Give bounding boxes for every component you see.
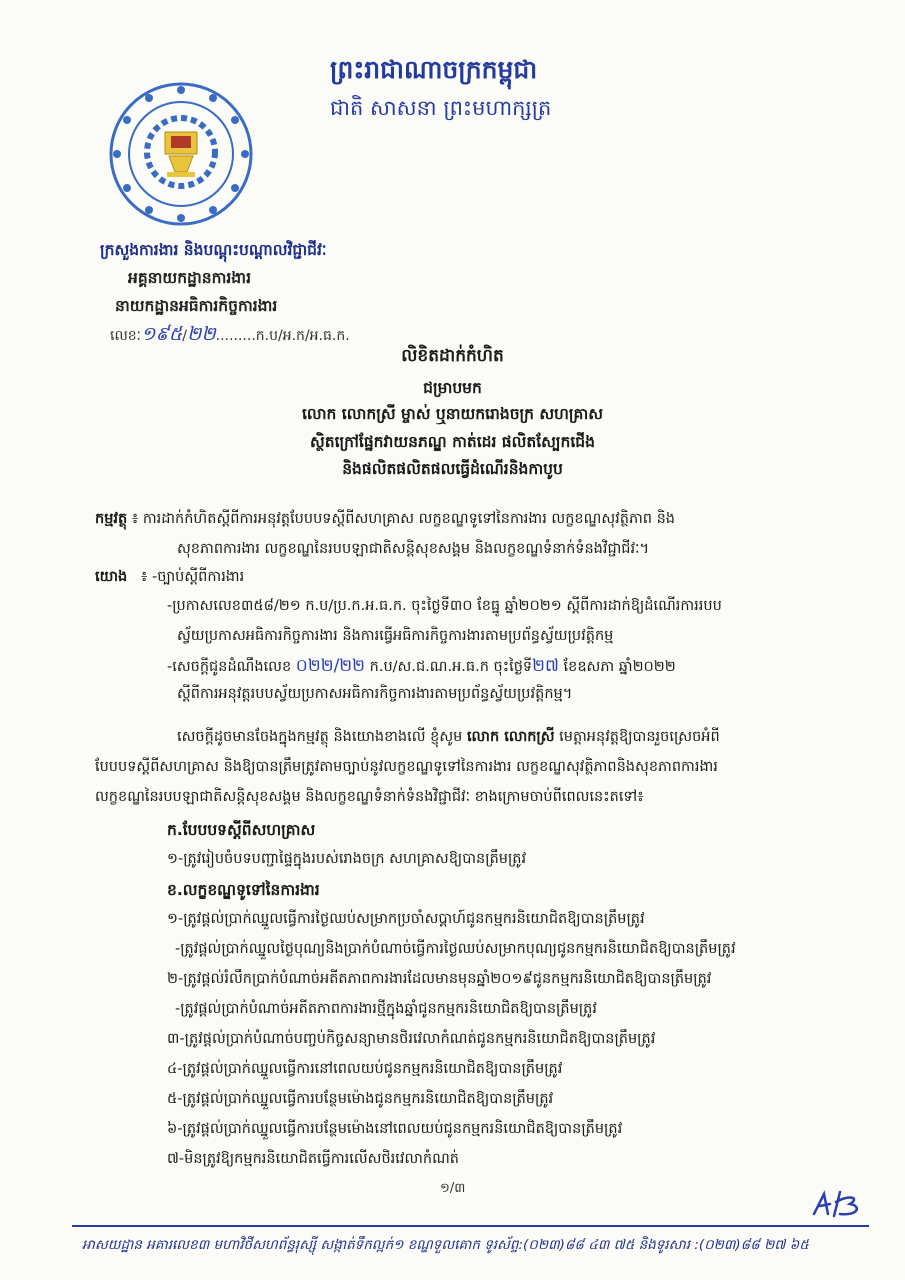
section-b-item: -ត្រូវផ្តល់ប្រាក់បំណាច់អតីតភាពការងារថ្មីក្នុងឆ្នាំជូនកម្មករនិយោជិតឱ្យបានត្រឹមត្រូវ: [175, 1001, 597, 1017]
section-b-item: ៤-ត្រូវផ្តល់ប្រាក់ឈ្នួលធ្វើការនៅពេលយប់ជូនកម្មករនិយោជិតឱ្យបានត្រឹមត្រូវ: [167, 1061, 563, 1077]
section-b-item: ៦-ត្រូវផ្តល់ប្រាក់ឈ្នួលធ្វើការបន្ថែមម៉ោងនៅពេលយប់ជូនកម្មករនិយោជិតឱ្យបានត្រឹមត្រូវ: [167, 1121, 623, 1137]
section-b-item: ២-ត្រូវផ្តល់រំលឹកប្រាក់បំណាច់អតីតភាពការងារដែលមានមុនឆ្នាំ២០១៩ជូនកម្មករនិយោជិតឱ្យបានត្រឹមត្រូវ: [167, 971, 712, 987]
national-motto: ជាតិ សាសនា ព្រះមហាក្សត្រ: [330, 96, 552, 120]
section-b-item: ៥-ត្រូវផ្តល់ប្រាក់ឈ្នួលធ្វើការបន្ថែមម៉ោងជូនកម្មករនិយោជិតឱ្យបានត្រឹមត្រូវ: [167, 1091, 554, 1107]
section-a-heading: ក.បែបបទស្តីពីសហគ្រាស: [167, 821, 316, 839]
section-b-heading: ខ.លក្ខខណ្ឌទូទៅនៃការងារ: [167, 881, 320, 899]
body-text-a: សេចក្តីដូចមានចែងក្នុងកម្មវត្ថុ និងយោងខាងលើ ខ្ញុំសូម: [177, 729, 463, 745]
reference-line-1: យោង ៖ -ច្បាប់ស្តីពីការងារ: [95, 569, 245, 585]
footer-address: អាសយដ្ឋាន អគារលេខ៣ មហាវិថីសហព័ន្ធរុស្ស៊ី សង្កាត់ទឹកល្អក់១ ខណ្ឌទួលគោក ទូរស័ព្ទ:(០២៣)៨៨ ៤៣ ៧៥ និងទូរសារ :(០២៣)៨៨ ២៧ ៦៥: [82, 1237, 809, 1253]
section-a-item-1: ១-ត្រូវរៀបចំបទបញ្ជាផ្ទៃក្នុងរបស់រោងចក្រ សហគ្រាសឱ្យបានត្រឹមត្រូវ: [167, 851, 527, 867]
reference-label: យោង: [95, 569, 128, 585]
reference-item-3-line-2: ស្តីពីការអនុវត្តរបបស្វ័យប្រកាសអធិការកិច្ចការងារតាមប្រព័ន្ធស្វ័យប្រវត្តិកម្ម។: [177, 686, 573, 702]
subject-line-2: សុខភាពការងារ លក្ខខណ្ឌនៃរបបឡាជាតិសន្តិសុខសង្គម និងលក្ខខណ្ឌទំនាក់ទំនងវិជ្ជាជីវៈ។: [177, 541, 650, 557]
department-name: នាយកដ្ឋានអធិការកិច្ចការងារ: [115, 297, 278, 315]
ministry-name: ក្រសួងការងារ និងបណ្តុះបណ្តាលវិជ្ជាជីវៈ: [100, 241, 327, 259]
subject-line-1: កម្មវត្ថុ ៖ ការដាក់កំហិតស្តីពីការអនុវត្តបែបបទស្តីពីសហគ្រាស លក្ខខណ្ឌទូទៅនៃការងារ លក្ខខណ្ឌសុវត្ថិភាព និង: [95, 511, 675, 527]
ref3-mid: ក.ប/ស.ជ.ណ.អ.ធ.ក ចុះថ្ងៃទី: [369, 659, 533, 675]
ref3-prefix: -សេចក្តីជូនដំណឹងលេខ: [167, 659, 292, 675]
subject-text-1: ការដាក់កំហិតស្តីពីការអនុវត្តបែបបទស្តីពីសហគ្រាស លក្ខខណ្ឌទូទៅនៃការងារ លក្ខខណ្ឌសុវត្ថិភាព និង: [142, 511, 675, 527]
section-b-item: -ត្រូវផ្តល់ប្រាក់ឈ្នួលថ្ងៃបុណ្យនិងប្រាក់បំណាច់ធ្វើការថ្ងៃឈប់សម្រាកបុណ្យជូនកម្មករនិយោជិតឱ្យបានត្រឹមត្រូវ: [175, 941, 736, 957]
reference-item-3-line-1: [167, 655, 676, 680]
subject-label: កម្មវត្ថុ: [95, 511, 128, 527]
ref3-number-handwritten: ០២២/២២: [295, 656, 366, 676]
body-addressee-bold: លោក លោកស្រី: [466, 729, 555, 745]
page-number: ១/៣: [440, 1181, 466, 1196]
salutation: ជម្រាបមក: [423, 379, 482, 397]
body-paragraph-line-3: លក្ខខណ្ឌនៃរបបឡាជាតិសន្តិសុខសង្គម និងលក្ខខណ្ឌទំនាក់ទំនងវិជ្ជាជីវៈ ខាងក្រោមចាប់ពីពេលនេះតទៅ៖: [95, 789, 644, 805]
reference-number: លេខៈ១៩៥/២២.........ក.ប/អ.ក/អ.ធ.ក.: [110, 323, 350, 345]
general-department: អគ្គនាយកដ្ឋានការងារ: [128, 269, 251, 287]
reference-item-2-line-1: -ប្រកាសលេខ៣៥៨/២១ ក.ប/ប្រ.ក.អ.ធ.ក. ចុះថ្ងៃទី៣០ ខែធ្នូ ឆ្នាំ២០២១ ស្តីពីការដាក់ឱ្យដំណើរការរបប: [167, 598, 722, 614]
section-b-item: ១-ត្រូវផ្តល់ប្រាក់ឈ្នួលធ្វើការថ្ងៃឈប់សម្រាកប្រចាំសប្តាហ៍ជូនកម្មករនិយោជិតឱ្យបានត្រឹមត្រូវ: [167, 911, 645, 927]
body-paragraph-line-1: [177, 728, 720, 749]
kingdom-title: ព្រះរាជាណាចក្រកម្ពុជា: [330, 55, 538, 84]
section-b-item: ៣-ត្រូវផ្តល់ប្រាក់បំណាច់បញ្ចប់កិច្ចសន្យាមានថិរវេលាកំណត់ជូនកម្មករនិយោជិតឱ្យបានត្រឹមត្រូវ: [167, 1031, 656, 1047]
reference-item-2-line-2: ស្វ័យប្រកាសអធិការកិច្ចការងារ និងការធ្វើអធិការកិច្ចការងារតាមប្រព័ន្ធស្វ័យប្រវត្តិកម្ម: [177, 628, 614, 644]
body-paragraph-line-2: បែបបទស្តីពីសហគ្រាស និងឱ្យបានត្រឹមត្រូវតាមច្បាប់នូវលក្ខខណ្ឌទូទៅនៃការងារ លក្ខខណ្ឌសុវត្ថិភាពនិងសុខភាពការងារ: [95, 759, 718, 775]
addressee-line-2: ស្ថិតក្រៅផ្នែកវាយនភណ្ឌ កាត់ដេរ ផលិតស្បែកជើង: [310, 433, 595, 451]
initials-signature-icon: [810, 1188, 870, 1220]
body-text-b: មេត្តាអនុវត្តឱ្យបានរួចស្រេចអំពី: [559, 729, 720, 745]
ref-year-handwritten: ២២: [186, 323, 216, 345]
ref-number-handwritten: ១៩៥: [140, 323, 183, 345]
ref3-day-handwritten: ២៧: [532, 656, 559, 676]
document-type-title: លិខិតដាក់កំហិត: [401, 346, 504, 366]
addressee-line-1: លោក លោកស្រី ម្ចាស់ ឬនាយករោងចក្រ សហគ្រាស: [301, 405, 604, 423]
section-b-item: ៧-មិនត្រូវឱ្យកម្មករនិយោជិតធ្វើការលើសថិរវេលាកំណត់: [167, 1151, 459, 1167]
addressee-line-3: និងផលិតផលិតផលធ្វើដំណើរនិងកាបូប: [342, 460, 563, 478]
footer-divider: [72, 1225, 869, 1227]
ref3-suffix: ខែឧសភា ឆ្នាំ២០២២: [563, 659, 676, 675]
ref-prefix: លេខៈ: [110, 328, 141, 344]
ministry-seal-logo: [107, 80, 255, 228]
reference-item-1: -ច្បាប់ស្តីពីការងារ: [152, 569, 245, 585]
ref-suffix: ក.ប/អ.ក/អ.ធ.ក.: [255, 328, 350, 344]
